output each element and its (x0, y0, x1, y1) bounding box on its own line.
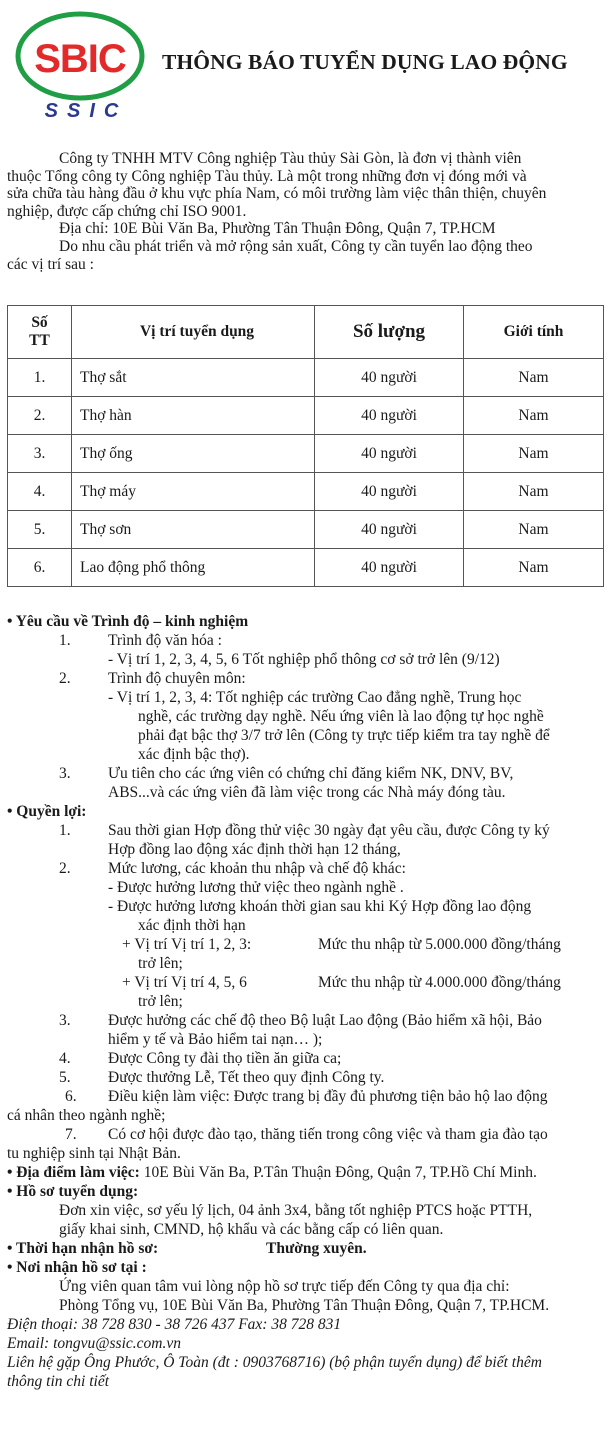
sub-item-cont: phải đạt bậc thợ 3/7 trở lên (Công ty trực tiếp kiểm tra tay nghề để (138, 727, 550, 744)
intro-address: Địa chỉ: 10E Bùi Văn Ba, Phường Tân Thuận Đông, Quận 7, TP.HCM (59, 220, 496, 238)
cell-stt: 3. (8, 435, 72, 473)
logo-bottom-text: SSIC (44, 100, 128, 120)
positions-table (7, 305, 604, 587)
cell-quantity: 40 người (315, 473, 464, 511)
table-header-row (8, 306, 604, 359)
sub-item: - Được hưởng lương khoán thời gian sau khi Ký Hợp đồng lao động (108, 898, 532, 915)
pay-value: Mức thu nhập từ 5.000.000 đồng/tháng (318, 936, 561, 953)
list-item (7, 669, 609, 688)
header-position: Vị trí tuyển dụng (72, 306, 315, 359)
list-item (7, 1011, 609, 1030)
item-text: Trình độ chuyên môn: (108, 670, 246, 687)
cell-quantity: 40 người (315, 435, 464, 473)
item-text: Ưu tiên cho các ứng viên có chứng chỉ đăng kiểm NK, DNV, BV, (108, 765, 514, 782)
cell-position: Thợ hàn (72, 397, 315, 435)
details-section (7, 612, 609, 1391)
table-row (8, 473, 604, 511)
pay-label: + Vị trí Vị trí 4, 5, 6 (122, 974, 247, 991)
cell-quantity: 40 người (315, 397, 464, 435)
item-text-cont: ABS...và các ứng viên đã làm việc trong các Nhà máy đóng tàu. (108, 784, 506, 801)
cell-stt: 5. (8, 511, 72, 549)
item-number: 2. (59, 670, 71, 687)
intro-line: các vị trí sau : (7, 255, 94, 273)
list-item (7, 631, 609, 650)
item-text-cont: tu nghiệp sinh tại Nhật Bản. (7, 1145, 181, 1162)
sub-item-cont: xác định thời hạn (138, 917, 246, 934)
cell-position: Thợ ống (72, 435, 315, 473)
header-quantity: Số lượng (315, 306, 464, 359)
table-row (8, 549, 604, 587)
cell-position: Lao động phổ thông (72, 549, 315, 587)
item-text: Sau thời gian Hợp đồng thử việc 30 ngày đạt yêu cầu, được Công ty ký (108, 822, 550, 839)
item-number: 4. (59, 1050, 71, 1067)
pay-cont: trở lên; (138, 993, 183, 1010)
work-location-value: 10E Bùi Văn Ba, P.Tân Thuận Đông, Quận 7, TP.Hồ Chí Minh. (139, 1164, 537, 1181)
cell-gender: Nam (464, 549, 604, 587)
submit-line: Ứng viên quan tâm vui lòng nộp hồ sơ trực tiếp đến Công ty qua địa chỉ: (59, 1278, 510, 1295)
list-item (7, 859, 609, 878)
item-number: 7. (65, 1126, 77, 1143)
cell-position: Thợ sơn (72, 511, 315, 549)
cell-stt: 4. (8, 473, 72, 511)
sub-item: - Được hưởng lương thử việc theo ngành nghề . (108, 879, 404, 896)
logo-top-text: SBIC (34, 37, 126, 81)
item-number: 5. (59, 1069, 71, 1086)
submit-heading: • Nơi nhận hồ sơ tại : (7, 1259, 147, 1276)
deadline (7, 1239, 609, 1258)
work-location (7, 1163, 609, 1182)
company-logo (8, 8, 158, 120)
pay-item (7, 935, 609, 954)
submit-address: Phòng Tổng vụ, 10E Bùi Văn Ba, Phường Tân Thuận Đông, Quận 7, TP.HCM. (59, 1297, 550, 1314)
item-text: Trình độ văn hóa : (108, 632, 222, 649)
header-stt-line2: TT (29, 332, 50, 349)
header-stt (8, 306, 72, 359)
list-item (7, 1049, 609, 1068)
item-number: 2. (59, 860, 71, 877)
cell-position: Thợ sắt (72, 359, 315, 397)
table-row (8, 511, 604, 549)
list-item (7, 1068, 609, 1087)
cell-position: Thợ máy (72, 473, 315, 511)
cell-stt: 6. (8, 549, 72, 587)
cell-gender: Nam (464, 359, 604, 397)
table-row (8, 397, 604, 435)
cell-gender: Nam (464, 473, 604, 511)
sub-item: - Vị trí 1, 2, 3, 4, 5, 6 Tốt nghiệp phổ thông cơ sở trở lên (9/12) (108, 651, 500, 668)
intro-line: sửa chữa tàu hàng đầu ở khu vực phía Nam, có môi trường làm việc thân thiện, chuyên (7, 185, 547, 203)
item-number: 6. (65, 1088, 77, 1105)
cell-stt: 1. (8, 359, 72, 397)
item-number: 1. (59, 632, 71, 649)
sub-item-cont: xác định bậc thợ). (138, 746, 250, 763)
cell-quantity: 40 người (315, 359, 464, 397)
documents-heading: • Hồ sơ tuyển dụng: (7, 1183, 139, 1200)
intro-section (7, 150, 607, 273)
deadline-value: Thường xuyên. (266, 1240, 367, 1257)
benefits-heading: • Quyền lợi: (7, 803, 87, 820)
item-text: Được thưởng Lễ, Tết theo quy định Công ty. (108, 1069, 385, 1086)
list-item (7, 1087, 609, 1106)
deadline-label: • Thời hạn nhận hồ sơ: (7, 1240, 159, 1257)
intro-line: nghiệp, được cấp chứng chỉ ISO 9001. (7, 202, 247, 220)
list-item (7, 1125, 609, 1144)
header-gender: Giới tính (464, 306, 604, 359)
contact-phone: Điện thoại: 38 728 830 - 38 726 437 Fax: 38 728 831 (7, 1316, 342, 1333)
pay-item (7, 973, 609, 992)
pay-label: + Vị trí Vị trí 1, 2, 3: (122, 936, 252, 953)
pay-value: Mức thu nhập từ 4.000.000 đồng/tháng (318, 974, 561, 991)
email-label: Email: (7, 1335, 54, 1352)
item-number: 3. (59, 1012, 71, 1029)
requirements-heading: • Yêu cầu về Trình độ – kinh nghiệm (7, 613, 249, 630)
pay-cont: trở lên; (138, 955, 183, 972)
email-link[interactable]: tongvu@ssic.com.vn (53, 1335, 181, 1352)
intro-line: thuộc Tổng công ty Công nghiệp Tàu thủy. Là một trong những đơn vị đóng mới và (7, 167, 527, 185)
cell-gender: Nam (464, 397, 604, 435)
table-row (8, 435, 604, 473)
contact-email (7, 1334, 609, 1353)
item-text: Được hưởng các chế độ theo Bộ luật Lao động (Bảo hiểm xã hội, Bảo (108, 1012, 542, 1029)
item-text-cont: hiểm y tế và Bảo hiểm tai nạn… ); (108, 1031, 323, 1048)
cell-gender: Nam (464, 435, 604, 473)
sub-item: - Vị trí 1, 2, 3, 4: Tốt nghiệp các trường Cao đẳng nghề, Trung học (108, 689, 522, 706)
item-text: Có cơ hội được đào tạo, thăng tiến trong công việc và tham gia đào tạo (108, 1126, 548, 1143)
cell-gender: Nam (464, 511, 604, 549)
intro-line: Công ty TNHH MTV Công nghiệp Tàu thủy Sài Gòn, là đơn vị thành viên (59, 150, 522, 167)
cell-quantity: 40 người (315, 511, 464, 549)
sub-item-cont: nghề, các trường dạy nghề. Nếu ứng viên là lao động tự học nghề (138, 708, 544, 725)
documents-line: giấy khai sinh, CMND, hộ khẩu và các bằng cấp có liên quan. (59, 1221, 444, 1238)
list-item (7, 821, 609, 840)
item-text-cont: cá nhân theo ngành nghề; (7, 1107, 166, 1124)
header-stt-line1: Số (31, 314, 48, 331)
page-title: THÔNG BÁO TUYỂN DỤNG LAO ĐỘNG (162, 50, 568, 74)
item-text: Được Công ty đài thọ tiền ăn giữa ca; (108, 1050, 342, 1067)
item-text-cont: Hợp đồng lao động xác định thời hạn 12 tháng, (108, 841, 401, 858)
documents-line: Đơn xin việc, sơ yếu lý lịch, 04 ảnh 3x4, bằng tốt nghiệp PTCS hoặc PTTH, (59, 1202, 533, 1219)
contact-note: thông tin chi tiết (7, 1373, 110, 1390)
item-text: Mức lương, các khoản thu nhập và chế độ khác: (108, 860, 406, 877)
cell-quantity: 40 người (315, 549, 464, 587)
list-item (7, 764, 609, 783)
item-number: 1. (59, 822, 71, 839)
item-number: 3. (59, 765, 71, 782)
cell-stt: 2. (8, 397, 72, 435)
intro-line: Do nhu cầu phát triển và mở rộng sản xuất, Công ty cần tuyển lao động theo (59, 237, 533, 255)
item-text: Điều kiện làm việc: Được trang bị đầy đủ phương tiện bảo hộ lao động (108, 1088, 548, 1105)
contact-note: Liên hệ gặp Ông Phước, Ô Toàn (đt : 0903768716) (bộ phận tuyển dụng) để biết thêm (7, 1354, 542, 1371)
table-row (8, 359, 604, 397)
work-location-label: • Địa điểm làm việc: (7, 1164, 140, 1181)
